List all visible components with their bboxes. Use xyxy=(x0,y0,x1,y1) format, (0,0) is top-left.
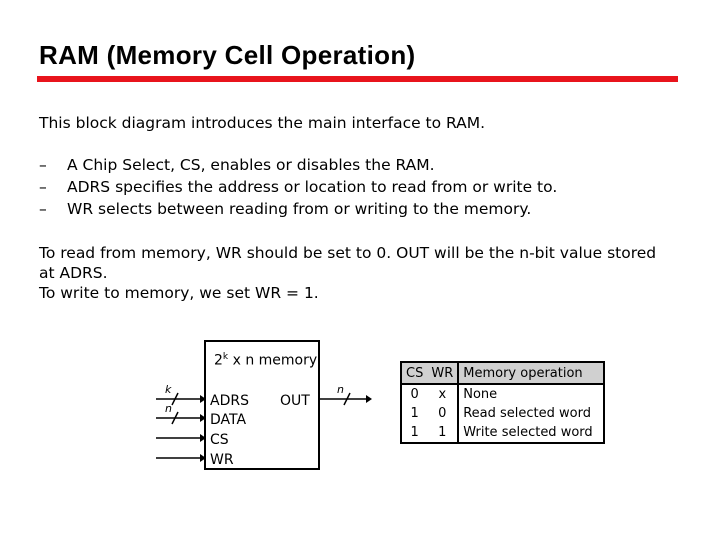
memory-operation-table xyxy=(400,361,605,444)
cell-operation: None xyxy=(463,387,498,402)
header-operation: Memory operation xyxy=(458,362,604,384)
slide-title: RAM (Memory Cell Operation) xyxy=(39,40,416,70)
chip-title-rest: x n memory xyxy=(228,352,318,369)
paragraph-line: To read from memory, WR should be set to 0. OUT will be the n-bit value stored xyxy=(39,244,657,262)
out-bus-width: n xyxy=(337,383,344,396)
bullet-dash: – xyxy=(39,156,47,174)
memory-chip xyxy=(204,340,320,470)
data-bus-width: n xyxy=(165,402,172,415)
header-wr: WR xyxy=(427,362,458,384)
bullet-dash: – xyxy=(39,200,47,218)
bullet-text: ADRS specifies the address or location to read from or write to. xyxy=(67,178,558,196)
explanation-paragraph xyxy=(39,243,689,303)
pin-data: DATA xyxy=(210,412,247,428)
cell-wr: 0 xyxy=(427,404,458,423)
table-row xyxy=(401,384,604,404)
adrs-bus-width: k xyxy=(165,383,172,396)
list-item xyxy=(39,198,557,220)
cell-wr: x xyxy=(427,384,458,404)
pin-adrs: ADRS xyxy=(210,393,249,409)
bullet-dash: – xyxy=(39,178,47,196)
table-row xyxy=(401,404,604,423)
cell-wr: 1 xyxy=(427,423,458,443)
list-item xyxy=(39,154,557,176)
bullet-list xyxy=(39,154,557,220)
chip-title-base: 2 xyxy=(214,352,223,369)
pin-out: OUT xyxy=(280,393,310,409)
out-arrow xyxy=(366,395,372,403)
pin-wr: WR xyxy=(210,452,234,468)
cell-cs: 1 xyxy=(410,425,419,440)
bullet-text: WR selects between reading from or writing to the memory. xyxy=(67,200,532,218)
cell-operation: Write selected word xyxy=(463,425,593,440)
chip-title-exponent: k xyxy=(222,352,229,362)
paragraph-line: To write to memory, we set WR = 1. xyxy=(39,284,319,302)
cell-cs: 1 xyxy=(410,406,419,421)
chip-title xyxy=(214,352,317,369)
cell-operation: Read selected word xyxy=(463,406,591,421)
paragraph-line: at ADRS. xyxy=(39,264,108,282)
pin-cs: CS xyxy=(210,432,229,448)
list-item xyxy=(39,176,557,198)
intro-text: This block diagram introduces the main interface to RAM. xyxy=(39,114,486,132)
table-header-row xyxy=(401,362,604,384)
cell-cs: 0 xyxy=(410,387,419,402)
header-cs: CS xyxy=(401,362,427,384)
title-underline xyxy=(37,76,678,82)
memory-block-diagram xyxy=(150,335,380,475)
bullet-text: A Chip Select, CS, enables or disables the RAM. xyxy=(67,156,435,174)
table-row xyxy=(401,423,604,443)
